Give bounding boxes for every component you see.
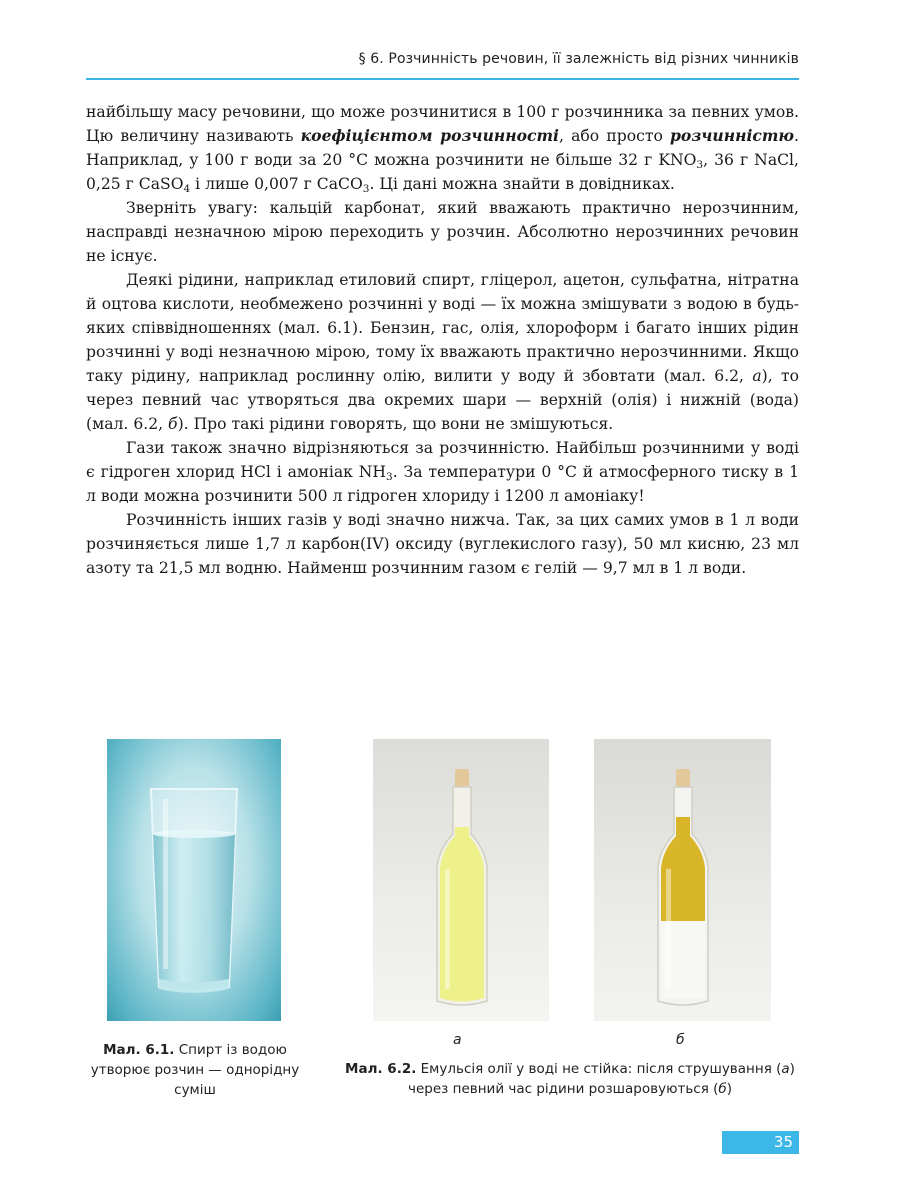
text-run: найбільшу масу речовини, що може розчинитися в 100 г розчинника за певних умов. Цю величину називають [86,103,799,145]
figure-label: Мал. 6.1. [103,1042,175,1058]
emulsion-bottle-photo [373,739,549,1021]
paragraph-4 [86,436,799,508]
caption-text: Спирт із водою утворює розчин — однорідну суміш [90,1042,300,1098]
subscript: 3 [696,159,704,171]
text-run: Деякі рідини, наприклад етиловий спирт, гліцерол, ацетон, сульфатна, нітратна й оцтова кислоти, необмежено розчинні у воді — їх можна змішувати з водою в будь-яких співвідношеннях (мал. 6.1). Бензин, гас, олія, хлороформ і багато інших рідин розчинні у воді незначною мірою, тому їх вважають практично нерозчинними. Якщо таку рідину, наприклад рослинну олію, вилити у воду й збовтати (мал. 6.2, [86,271,799,385]
separated-bottle-photo [594,739,771,1021]
caption-text: Емульсія олії у воді не стійка: після струшування ( [416,1061,782,1077]
italic-letter: а [752,367,762,385]
running-header [86,48,799,80]
subfigure-a-label: а [453,1032,462,1048]
text-run: ). Про такі рідини говорять, що вони не змішуються. [177,415,614,433]
term-solubility: розчинністю [670,126,795,145]
italic-letter: б [168,415,178,433]
text-run: . За температури 0 °C й атмосферного тиску в 1 л води можна розчинити 500 л гідроген хлориду і 1200 л амоніаку! [86,463,799,505]
text-run: Гази також значно відрізняються за розчинністю. Найбільш розчинними у воді є гідроген хлорид HCl і амоніак NH [86,439,799,481]
running-title: § 6. Розчинність речовин, її залежність від різних чинників [358,51,799,67]
text-run: і лише 0,007 г CaCO [190,175,363,193]
figure-label: Мал. 6.2. [345,1061,417,1077]
subfigure-b-label: б [676,1032,685,1048]
caption-text: ) через певний час рідини розшаровуються ( [408,1061,795,1097]
text-run: ), то через певний час утворяться два окремих шари — верхній (олія) і нижній (вода) (мал. 6.2, [86,367,799,433]
emulsion-bottle-illustration [373,739,549,1021]
italic-letter: б [718,1081,727,1097]
text-run: , 36 г NaCl, 0,25 г CaSO [86,151,799,193]
glass-of-water-photo [107,739,281,1021]
figure-6-1-caption [84,1040,306,1100]
glass-illustration [107,739,281,1021]
paragraph-2: Зверніть увагу: кальцій карбонат, який вважають практично нерозчинним, насправді незначною мірою переходить у розчин. Абсолютно нерозчинних речовин не існує. [86,199,799,265]
text-run: . Ці дані можна знайти в довідниках. [369,175,675,193]
paragraph-1 [86,100,799,196]
paragraph-3 [86,268,799,436]
text-run: , або просто [558,127,671,145]
italic-letter: а [781,1061,790,1077]
separated-bottle-illustration [594,739,771,1021]
subscript: 4 [183,183,191,195]
text-run: . Наприклад, у 100 г води за 20 °C можна розчинити не більше 32 г KNO [86,127,800,169]
caption-text: ) [726,1081,732,1097]
subscript: 3 [362,183,370,195]
paragraph-5: Розчинність інших газів у воді значно нижча. Так, за цих самих умов в 1 л води розчиняється лише 1,7 л карбон(IV) оксиду (вуглекислого газу), 50 мл кисню, 23 мл азоту та 21,5 мл водню. Найменш розчинним газом є гелій — 9,7 мл в 1 л води. [86,511,799,577]
main-text [86,100,799,580]
subscript: 3 [386,471,393,483]
figure-6-2-caption [340,1059,800,1099]
page-number: 35 [722,1131,799,1154]
term-solubility-coefficient: коефіцієнтом розчинності [300,126,559,145]
